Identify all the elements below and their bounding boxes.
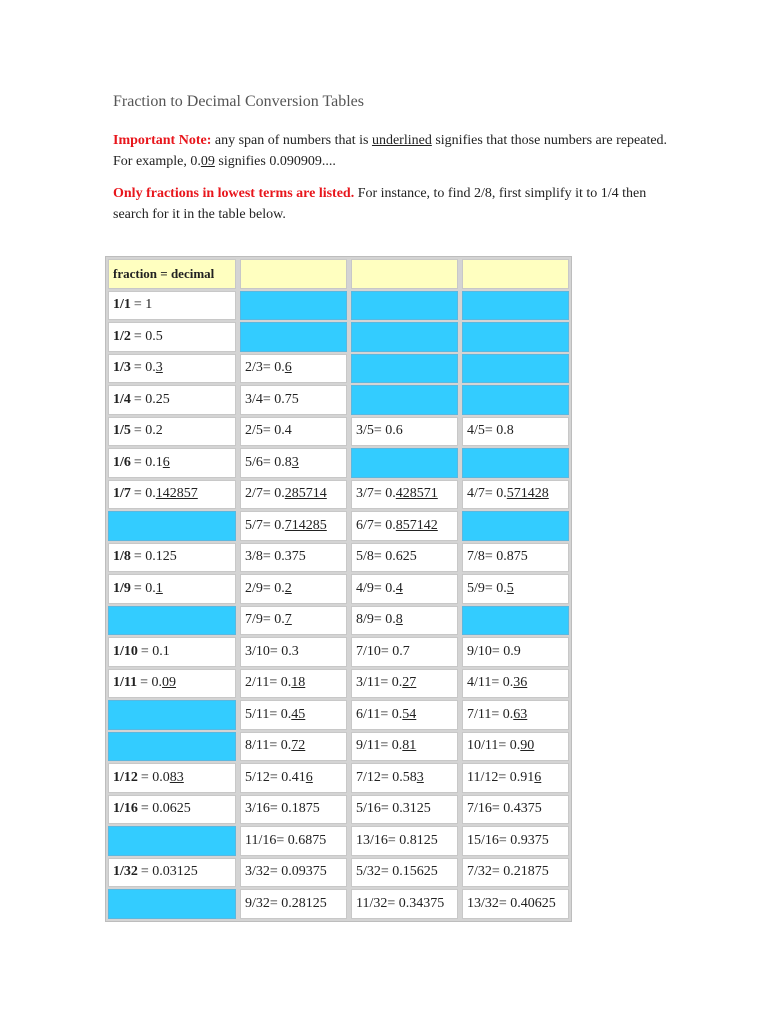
decimal-text: = 0.2 [133, 423, 163, 439]
fraction-text: 2/9 [245, 580, 263, 596]
fraction-cell [240, 858, 347, 888]
underlined-word: underlined [371, 133, 432, 148]
important-note [113, 130, 673, 172]
fraction-cell [108, 543, 236, 573]
fraction-text: 8/9 [356, 612, 374, 628]
fraction-text: 8/11 [245, 738, 270, 754]
fraction-text: 4/7 [467, 486, 485, 502]
repeating-digits: 6 [162, 454, 170, 470]
fraction-cell [351, 795, 458, 825]
fraction-text: 3/4 [245, 391, 263, 407]
fraction-text: 1/32 [113, 864, 138, 880]
fraction-text: 5/12 [245, 769, 270, 785]
decimal-text: = 0.6 [373, 423, 403, 439]
decimal-text: = 0.28125 [269, 895, 327, 911]
repeating-digits: 857142 [395, 517, 438, 533]
repeating-digits: 36 [513, 675, 528, 691]
example-repeat: 09 [200, 154, 215, 169]
decimal-text: = 0. [269, 706, 292, 722]
decimal-text: = 0.58 [380, 769, 417, 785]
fraction-text: 7/16 [467, 801, 492, 817]
decimal-text: = 0. [498, 738, 521, 754]
repeating-digits: 2 [284, 580, 292, 596]
fraction-text: 1/8 [113, 549, 131, 565]
fraction-text: 5/9 [467, 580, 485, 596]
fraction-text: 9/10 [467, 643, 492, 659]
repeating-digits: 4 [395, 580, 403, 596]
decimal-text: = 0. [484, 580, 507, 596]
fraction-text: 1/2 [113, 328, 131, 344]
empty-cell [351, 448, 458, 478]
fraction-cell [462, 858, 569, 888]
fraction-text: 1/11 [113, 675, 138, 691]
decimal-text: = 0. [262, 612, 285, 628]
fraction-cell [462, 795, 569, 825]
decimal-text: = 0. [262, 580, 285, 596]
fraction-text: 1/12 [113, 769, 138, 785]
fraction-cell [108, 448, 236, 478]
repeating-digits: 6 [534, 769, 542, 785]
fraction-cell [240, 637, 347, 667]
empty-cell [462, 606, 569, 636]
table-header-empty [351, 259, 458, 289]
repeating-digits: 81 [402, 738, 417, 754]
fraction-cell [240, 448, 347, 478]
fraction-cell [108, 763, 236, 793]
page-title: Fraction to Decimal Conversion Tables [113, 93, 364, 110]
fraction-text: 9/11 [356, 738, 381, 754]
decimal-text: = 0.34375 [387, 895, 445, 911]
repeating-digits: 3 [155, 360, 163, 376]
repeating-digits: 3 [291, 454, 299, 470]
decimal-text: = 0.7 [380, 643, 410, 659]
fraction-cell [108, 858, 236, 888]
fraction-cell [108, 354, 236, 384]
conversion-table [105, 256, 572, 922]
fraction-text: 13/32 [467, 895, 499, 911]
repeating-digits: 6 [305, 769, 313, 785]
fraction-cell [108, 417, 236, 447]
repeating-digits: 83 [169, 769, 184, 785]
empty-cell [462, 448, 569, 478]
repeating-digits: 1 [155, 580, 163, 596]
decimal-text: = 0.41 [269, 769, 306, 785]
empty-cell [351, 291, 458, 321]
fraction-text: 4/9 [356, 580, 374, 596]
repeating-digits: 18 [291, 675, 306, 691]
decimal-text: = 0. [262, 517, 285, 533]
fraction-cell [240, 826, 347, 856]
fraction-text: 7/8 [467, 549, 485, 565]
fraction-cell [462, 543, 569, 573]
decimal-text: = 0.15625 [380, 864, 438, 880]
decimal-text: = 0. [373, 486, 396, 502]
fraction-text: 5/7 [245, 517, 263, 533]
decimal-text: = 0. [133, 360, 156, 376]
fraction-text: 9/32 [245, 895, 270, 911]
decimal-text: = 0.21875 [491, 864, 549, 880]
decimal-text: = 0.9 [491, 643, 521, 659]
decimal-text: = 0. [491, 675, 514, 691]
decimal-text: = 0.3125 [380, 801, 431, 817]
fraction-cell [462, 669, 569, 699]
fraction-text: 11/12 [467, 769, 499, 785]
note-text-a: any span of numbers that is [211, 133, 372, 148]
empty-cell [351, 385, 458, 415]
repeating-digits: 3 [416, 769, 424, 785]
decimal-text: = 0. [133, 486, 156, 502]
empty-cell [462, 511, 569, 541]
fraction-cell [108, 637, 236, 667]
repeating-digits: 45 [291, 706, 306, 722]
fraction-text: 3/7 [356, 486, 374, 502]
empty-cell [351, 322, 458, 352]
decimal-text: = 0.125 [133, 549, 177, 565]
decimal-text: = 0.3 [269, 643, 299, 659]
fraction-text: 5/11 [245, 706, 270, 722]
fraction-text: 7/12 [356, 769, 381, 785]
fraction-cell [351, 700, 458, 730]
fraction-cell [351, 669, 458, 699]
fraction-cell [240, 606, 347, 636]
fraction-cell [240, 889, 347, 919]
decimal-text: = 0.25 [133, 391, 170, 407]
decimal-text: = 0. [380, 738, 403, 754]
fraction-cell [351, 889, 458, 919]
decimal-text: = 0.375 [262, 549, 306, 565]
table-header-empty [462, 259, 569, 289]
fraction-text: 10/11 [467, 738, 499, 754]
repeating-digits: 6 [284, 360, 292, 376]
fraction-cell [240, 354, 347, 384]
fraction-text: 2/5 [245, 423, 263, 439]
decimal-text: = 0. [269, 675, 292, 691]
decimal-text: = 0.8125 [387, 832, 438, 848]
fraction-text: 3/5 [356, 423, 374, 439]
decimal-text: = 0. [269, 738, 292, 754]
empty-cell [108, 826, 236, 856]
fraction-cell [240, 480, 347, 510]
fraction-text: 1/9 [113, 580, 131, 596]
decimal-text: = 0.09375 [269, 864, 327, 880]
fraction-cell [462, 417, 569, 447]
note-text-c: signifies 0.090909.... [214, 154, 336, 169]
decimal-text: = 0. [262, 360, 285, 376]
lowest-terms-text: For instance, to find 2/8, first simplify it to 1/4 then search for it in the table below. [113, 186, 647, 222]
repeating-digits: 90 [520, 738, 535, 754]
fraction-cell [108, 480, 236, 510]
repeating-digits: 714285 [284, 517, 327, 533]
repeating-digits: 72 [291, 738, 306, 754]
fraction-text: 5/8 [356, 549, 374, 565]
decimal-text: = 0.0625 [140, 801, 191, 817]
fraction-cell [351, 574, 458, 604]
repeating-digits: 285714 [284, 486, 327, 502]
fraction-cell [240, 763, 347, 793]
repeating-digits: 142857 [155, 486, 198, 502]
decimal-text: = 0.8 [262, 454, 292, 470]
empty-cell [240, 291, 347, 321]
empty-cell [351, 354, 458, 384]
fraction-cell [108, 322, 236, 352]
empty-cell [108, 732, 236, 762]
empty-cell [462, 385, 569, 415]
decimal-text: = 0.91 [498, 769, 535, 785]
fraction-text: 1/3 [113, 360, 131, 376]
fraction-text: 11/16 [245, 832, 277, 848]
fraction-text: 2/3 [245, 360, 263, 376]
empty-cell [462, 291, 569, 321]
fraction-text: 6/11 [356, 706, 381, 722]
fraction-cell [462, 763, 569, 793]
decimal-text: = 0.4 [262, 423, 292, 439]
repeating-digits: 571428 [506, 486, 549, 502]
fraction-text: 7/32 [467, 864, 492, 880]
fraction-text: 11/32 [356, 895, 388, 911]
empty-cell [108, 606, 236, 636]
fraction-text: 1/10 [113, 643, 138, 659]
fraction-text: 1/5 [113, 423, 131, 439]
fraction-text: 1/1 [113, 297, 131, 313]
decimal-text: = 0. [380, 706, 403, 722]
decimal-text: = 0.40625 [498, 895, 556, 911]
fraction-text: 7/9 [245, 612, 263, 628]
fraction-text: 5/16 [356, 801, 381, 817]
fraction-text: 1/4 [113, 391, 131, 407]
fraction-cell [240, 543, 347, 573]
decimal-text: = 0.9375 [498, 832, 549, 848]
fraction-cell [351, 826, 458, 856]
fraction-cell [240, 669, 347, 699]
fraction-cell [351, 417, 458, 447]
fraction-cell [351, 606, 458, 636]
table-header-label: fraction = decimal [108, 259, 236, 289]
decimal-text: = 0.6875 [276, 832, 327, 848]
fraction-cell [240, 417, 347, 447]
decimal-text: = 0. [133, 580, 156, 596]
decimal-text: = 0.625 [373, 549, 417, 565]
empty-cell [108, 511, 236, 541]
decimal-text: = 0.03125 [140, 864, 198, 880]
fraction-text: 7/11 [467, 706, 492, 722]
table-header-empty [240, 259, 347, 289]
decimal-text: = 0.0 [140, 769, 170, 785]
decimal-text: = 0.1 [140, 643, 170, 659]
fraction-text: 7/10 [356, 643, 381, 659]
decimal-text: = 0. [491, 706, 514, 722]
fraction-cell [462, 889, 569, 919]
fraction-text: 15/16 [467, 832, 499, 848]
note-text-b: signifies that those numbers are repeated. For example, 0. [113, 133, 668, 169]
fraction-cell [351, 732, 458, 762]
repeating-digits: 7 [284, 612, 292, 628]
decimal-text: = 0. [262, 486, 285, 502]
decimal-text: = 0. [373, 580, 396, 596]
empty-cell [108, 889, 236, 919]
empty-cell [462, 354, 569, 384]
fraction-cell [108, 795, 236, 825]
repeating-digits: 09 [162, 675, 177, 691]
decimal-text: = 0. [373, 612, 396, 628]
fraction-text: 3/8 [245, 549, 263, 565]
fraction-text: 1/16 [113, 801, 138, 817]
fraction-cell [351, 480, 458, 510]
fraction-text: 6/7 [356, 517, 374, 533]
decimal-text: = 1 [133, 297, 153, 313]
fraction-text: 5/32 [356, 864, 381, 880]
fraction-cell [240, 511, 347, 541]
decimal-text: = 0.1 [133, 454, 163, 470]
fraction-text: 3/10 [245, 643, 270, 659]
fraction-cell [108, 574, 236, 604]
fraction-cell [108, 291, 236, 321]
fraction-text: 4/5 [467, 423, 485, 439]
fraction-cell [462, 700, 569, 730]
lowest-terms-label: Only fractions in lowest terms are listed. [113, 186, 355, 201]
repeating-digits: 63 [513, 706, 528, 722]
fraction-cell [462, 574, 569, 604]
fraction-cell [240, 700, 347, 730]
decimal-text: = 0.5 [133, 328, 163, 344]
fraction-cell [462, 826, 569, 856]
fraction-cell [240, 795, 347, 825]
fraction-cell [351, 858, 458, 888]
decimal-text: = 0.4375 [491, 801, 542, 817]
fraction-text: 5/6 [245, 454, 263, 470]
fraction-cell [240, 574, 347, 604]
decimal-text: = 0. [484, 486, 507, 502]
decimal-text: = 0.1875 [269, 801, 320, 817]
fraction-cell [240, 385, 347, 415]
fraction-text: 3/11 [356, 675, 381, 691]
fraction-text: 4/11 [467, 675, 492, 691]
repeating-digits: 5 [506, 580, 514, 596]
fraction-cell [462, 637, 569, 667]
fraction-text: 3/32 [245, 864, 270, 880]
repeating-digits: 54 [402, 706, 417, 722]
empty-cell [108, 700, 236, 730]
fraction-text: 13/16 [356, 832, 388, 848]
empty-cell [462, 322, 569, 352]
decimal-text: = 0.875 [484, 549, 528, 565]
fraction-text: 2/11 [245, 675, 270, 691]
fraction-text: 3/16 [245, 801, 270, 817]
repeating-digits: 27 [402, 675, 417, 691]
fraction-cell [462, 480, 569, 510]
fraction-cell [108, 669, 236, 699]
fraction-text: 2/7 [245, 486, 263, 502]
important-note-label: Important Note: [113, 133, 212, 148]
fraction-cell [108, 385, 236, 415]
fraction-cell [351, 543, 458, 573]
fraction-text: 1/7 [113, 486, 131, 502]
fraction-text: 1/6 [113, 454, 131, 470]
decimal-text: = 0.8 [484, 423, 514, 439]
lowest-terms-note [113, 183, 673, 225]
decimal-text: = 0. [373, 517, 396, 533]
decimal-text: = 0.75 [262, 391, 299, 407]
empty-cell [240, 322, 347, 352]
fraction-cell [351, 637, 458, 667]
decimal-text: = 0. [380, 675, 403, 691]
fraction-cell [351, 511, 458, 541]
fraction-cell [462, 732, 569, 762]
fraction-cell [351, 763, 458, 793]
repeating-digits: 428571 [395, 486, 438, 502]
fraction-cell [240, 732, 347, 762]
repeating-digits: 8 [395, 612, 403, 628]
decimal-text: = 0. [140, 675, 163, 691]
